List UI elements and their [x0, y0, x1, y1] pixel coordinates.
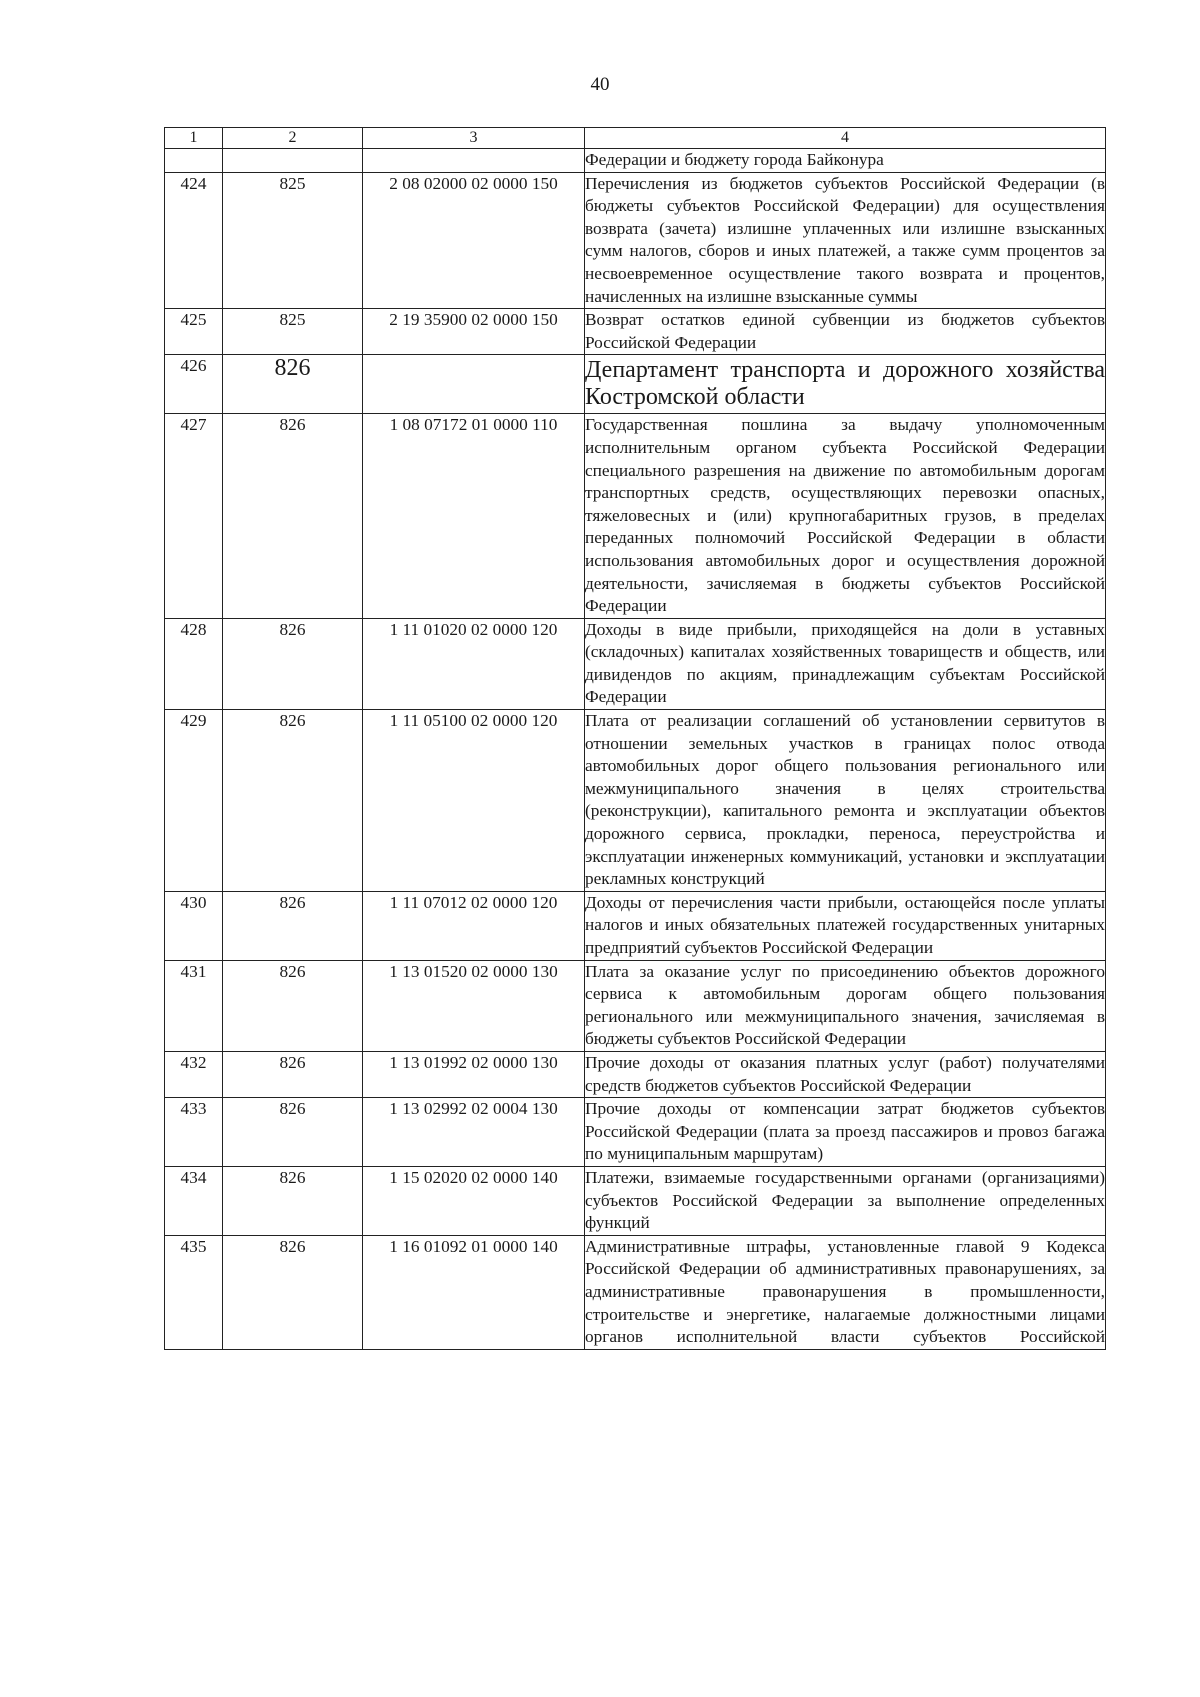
- table-row: [165, 1235, 1106, 1349]
- admin-code: 826: [223, 710, 363, 892]
- row-description: Административные штрафы, установленные главой 9 Кодекса Российской Федерации об административных правонарушениях, за административные правонарушения в промышленности, строительстве и энергетике, налагаемые должностными лицами органов исполнительной власти субъектов Российской: [585, 1235, 1106, 1349]
- admin-code: 826: [223, 414, 363, 618]
- admin-code: 826: [223, 891, 363, 960]
- row-num: 430: [165, 891, 223, 960]
- budget-code: 1 16 01092 01 0000 140: [363, 1235, 585, 1349]
- row-description: Прочие доходы от компенсации затрат бюджетов субъектов Российской Федерации (плата за проезд пассажиров и провоз багажа по муниципальным маршрутам): [585, 1098, 1106, 1167]
- row-num: 434: [165, 1166, 223, 1235]
- row-num: 428: [165, 618, 223, 709]
- continuation-text: Федерации и бюджету города Байконура: [585, 149, 1106, 173]
- budget-code: 2 08 02000 02 0000 150: [363, 172, 585, 309]
- budget-code: 1 08 07172 01 0000 110: [363, 414, 585, 618]
- row-num: 426: [165, 355, 223, 414]
- budget-code: 1 13 02992 02 0004 130: [363, 1098, 585, 1167]
- table-row: [165, 1098, 1106, 1167]
- row-num-cell: [165, 149, 223, 173]
- revenue-codes-table: [164, 127, 1106, 1350]
- budget-code: 1 11 05100 02 0000 120: [363, 710, 585, 892]
- table-row: [165, 618, 1106, 709]
- column-number-3: 3: [363, 128, 585, 149]
- budget-code: 1 13 01992 02 0000 130: [363, 1051, 585, 1097]
- admin-code: 825: [223, 172, 363, 309]
- continuation-row: [165, 149, 1106, 173]
- row-description: Плата за оказание услуг по присоединению объектов дорожного сервиса к автомобильным дорогам общего пользования регионального или межмуниципального значения, зачисляемая в бюджеты субъектов Российской Федерации: [585, 960, 1106, 1051]
- admin-code: 826: [223, 355, 363, 414]
- table-row-department-heading: [165, 355, 1106, 414]
- budget-code: [363, 355, 585, 414]
- admin-code: 826: [223, 1098, 363, 1167]
- row-num: 432: [165, 1051, 223, 1097]
- table-row: [165, 891, 1106, 960]
- admin-code: 826: [223, 1051, 363, 1097]
- table-row: [165, 960, 1106, 1051]
- budget-code: 1 13 01520 02 0000 130: [363, 960, 585, 1051]
- column-number-2: 2: [223, 128, 363, 149]
- admin-code: 826: [223, 618, 363, 709]
- row-description: Плата от реализации соглашений об установлении сервитутов в отношении земельных участков в границах полос отвода автомобильных дорог общего пользования регионального или межмуниципального значения в целях строительства (реконструкции), капитального ремонта и эксплуатации объектов дорожного сервиса, прокладки, переноса, переустройства и эксплуатации инженерных коммуникаций, установки и эксплуатации рекламных конструкций: [585, 710, 1106, 892]
- page-number: 40: [590, 74, 610, 95]
- row-num: 433: [165, 1098, 223, 1167]
- row-num: 427: [165, 414, 223, 618]
- budget-code: 2 19 35900 02 0000 150: [363, 309, 585, 355]
- column-number-row: [165, 128, 1106, 149]
- row-description: Прочие доходы от оказания платных услуг (работ) получателями средств бюджетов субъектов Российской Федерации: [585, 1051, 1106, 1097]
- table-row: [165, 172, 1106, 309]
- table-row: [165, 1166, 1106, 1235]
- budget-code-cell: [363, 149, 585, 173]
- admin-code: 825: [223, 309, 363, 355]
- table-row: [165, 1051, 1106, 1097]
- table-row: [165, 710, 1106, 892]
- row-description: Возврат остатков единой субвенции из бюджетов субъектов Российской Федерации: [585, 309, 1106, 355]
- budget-code: 1 15 02020 02 0000 140: [363, 1166, 585, 1235]
- budget-code: 1 11 01020 02 0000 120: [363, 618, 585, 709]
- budget-code: 1 11 07012 02 0000 120: [363, 891, 585, 960]
- row-num: 429: [165, 710, 223, 892]
- table-row: [165, 309, 1106, 355]
- row-description: Доходы от перечисления части прибыли, остающейся после уплаты налогов и иных обязательных платежей государственных унитарных предприятий субъектов Российской Федерации: [585, 891, 1106, 960]
- row-description: Доходы в виде прибыли, приходящейся на доли в уставных (складочных) капиталах хозяйственных товариществ и обществ, или дивидендов по акциям, принадлежащим субъектам Российской Федерации: [585, 618, 1106, 709]
- department-name: Департамент транспорта и дорожного хозяйства Костромской области: [585, 355, 1106, 414]
- table-row: [165, 414, 1106, 618]
- row-description: Перечисления из бюджетов субъектов Российской Федерации (в бюджеты субъектов Российской Федерации) для осуществления возврата (зачета) излишне уплаченных или излишне взысканных сумм налогов, сборов и иных платежей, а также сумм процентов за несвоевременное осуществление такого возврата и процентов, начисленных на излишне взысканные суммы: [585, 172, 1106, 309]
- admin-code: 826: [223, 1166, 363, 1235]
- column-number-4: 4: [585, 128, 1106, 149]
- admin-code: 826: [223, 1235, 363, 1349]
- row-description: Государственная пошлина за выдачу уполномоченным исполнительным органом субъекта Российской Федерации специального разрешения на движение по автомобильным дорогам транспортных средств, осуществляющих перевозки опасных, тяжеловесных и (или) крупногабаритных грузов, в пределах переданных полномочий Российской Федерации в области использования автомобильных дорог и осуществления дорожной деятельности, зачисляемая в бюджеты субъектов Российской Федерации: [585, 414, 1106, 618]
- row-num: 435: [165, 1235, 223, 1349]
- admin-code: 826: [223, 960, 363, 1051]
- column-number-1: 1: [165, 128, 223, 149]
- row-description: Платежи, взимаемые государственными органами (организациями) субъектов Российской Федерации за выполнение определенных функций: [585, 1166, 1106, 1235]
- admin-code-cell: [223, 149, 363, 173]
- row-num: 424: [165, 172, 223, 309]
- row-num: 431: [165, 960, 223, 1051]
- row-num: 425: [165, 309, 223, 355]
